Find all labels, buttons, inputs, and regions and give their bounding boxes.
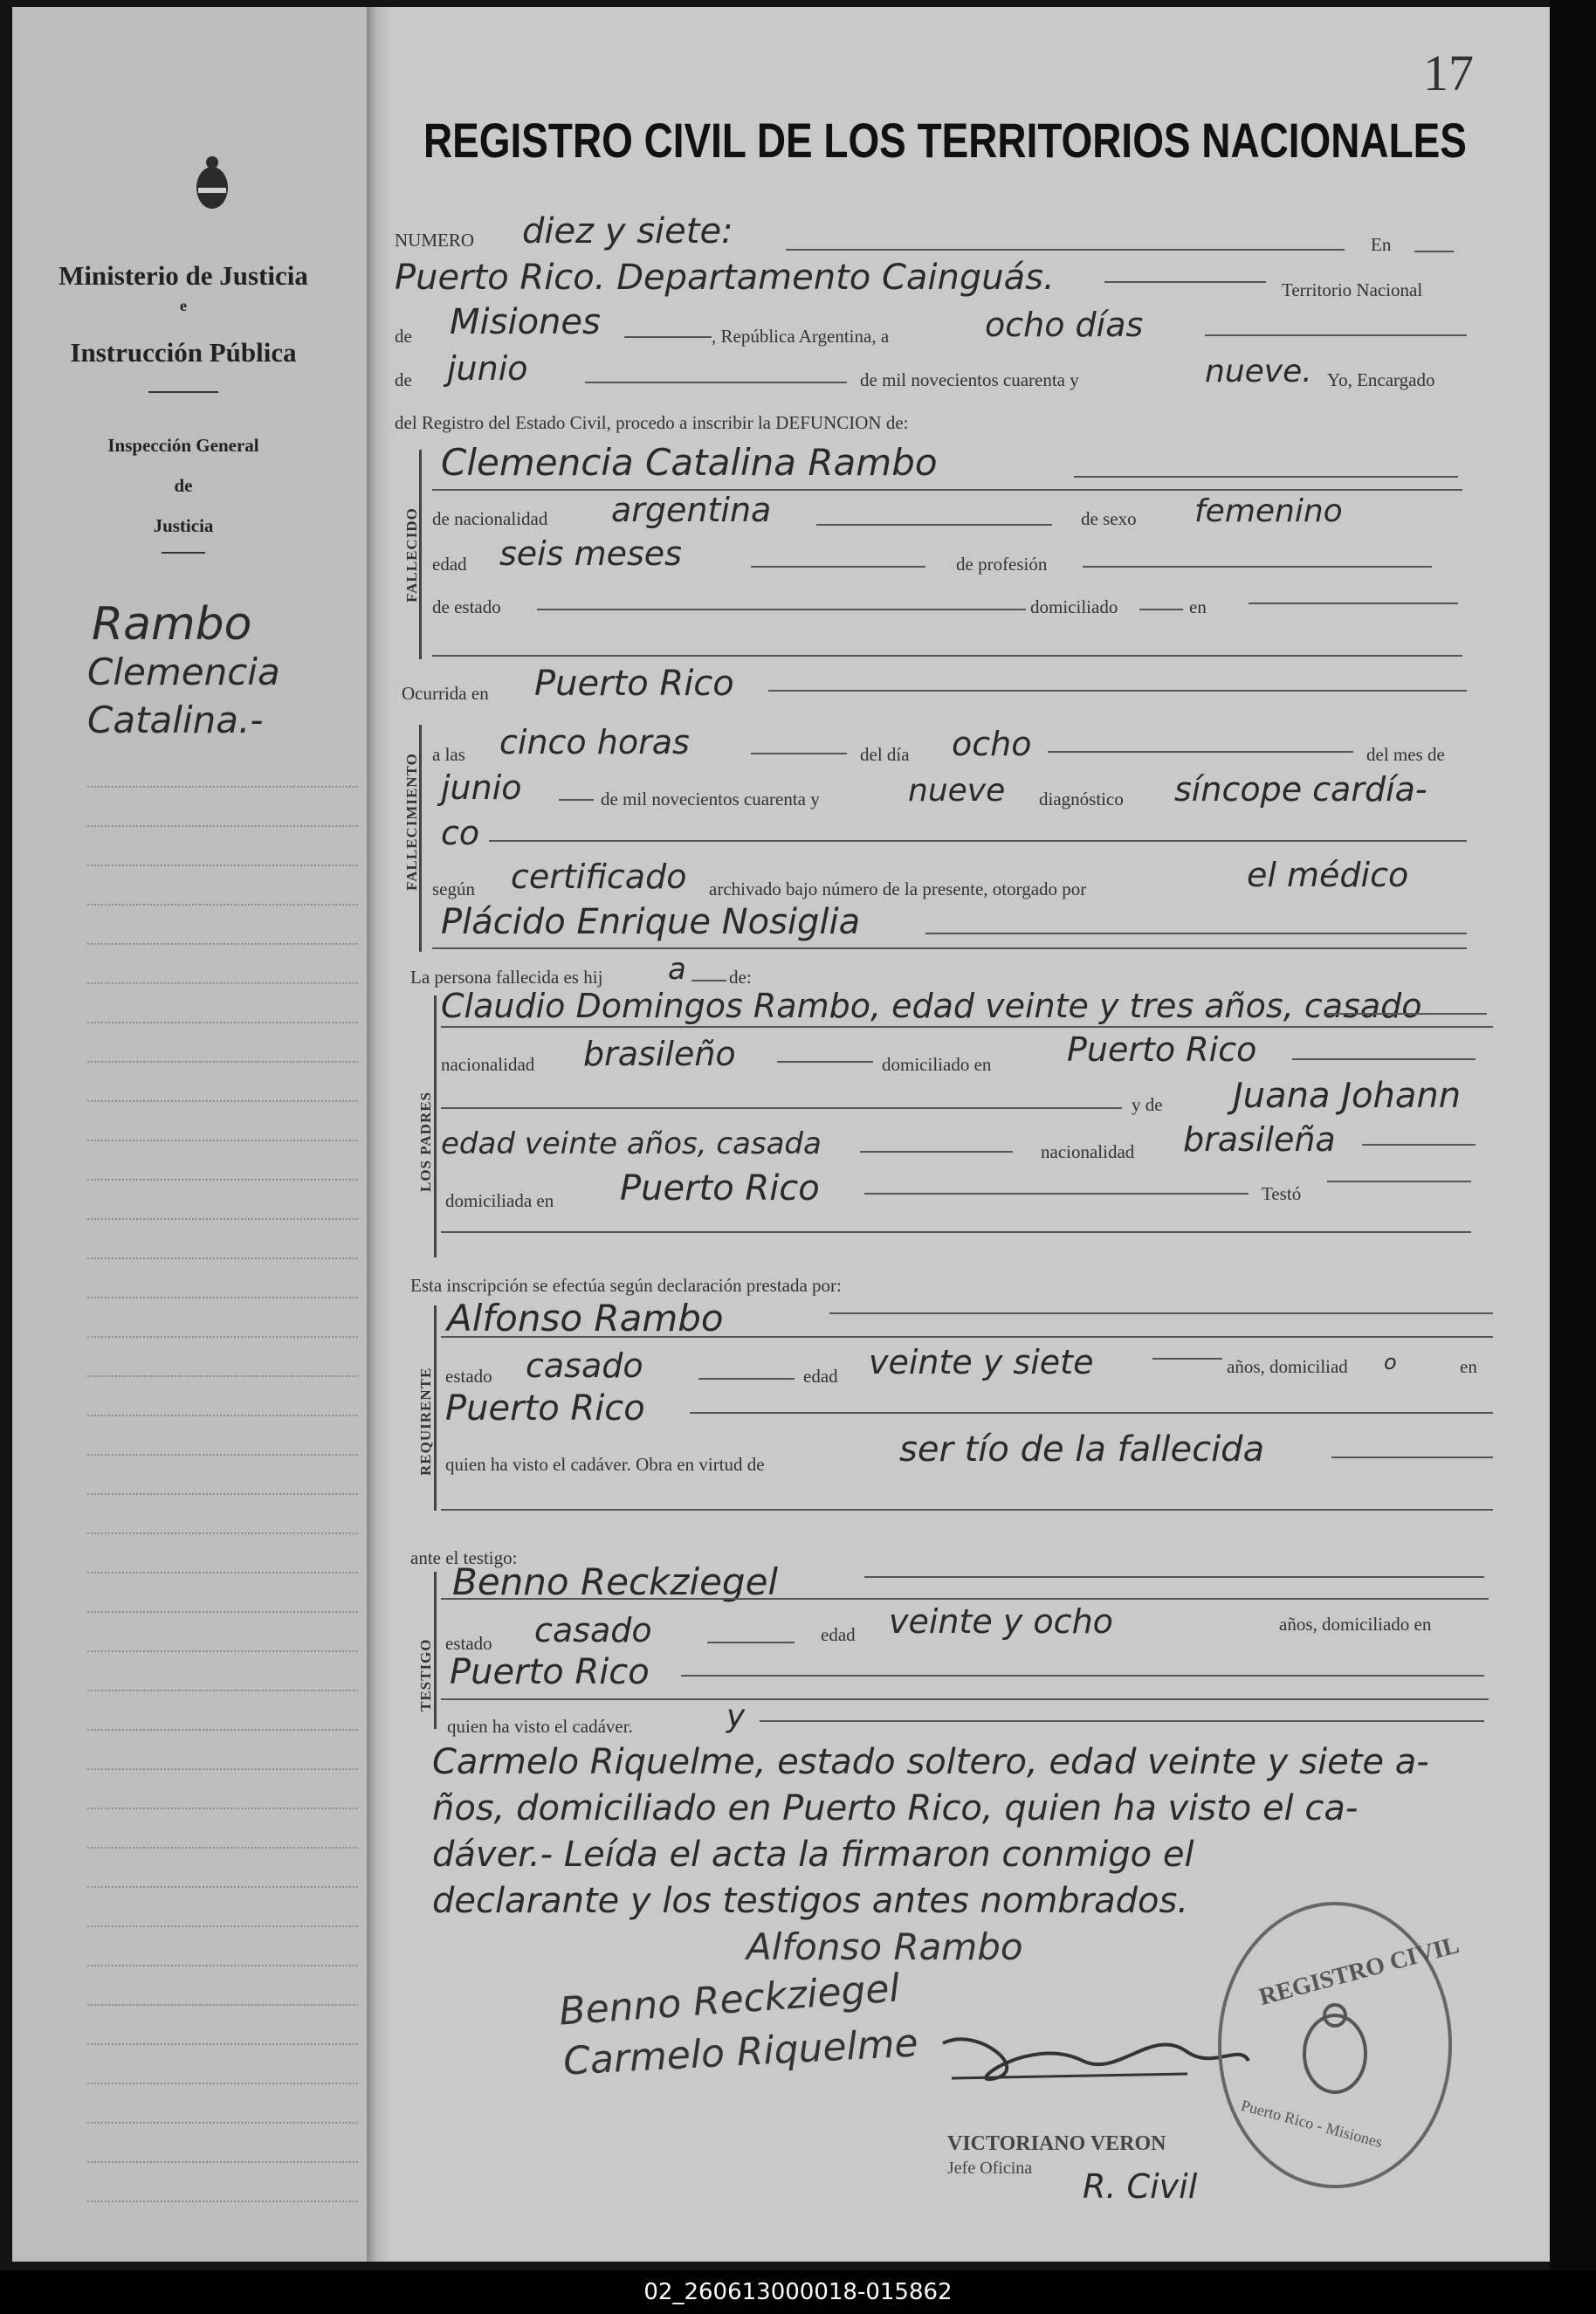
margin-rule [87, 1886, 358, 1888]
father-name: Claudio Domingos Rambo, edad veinte y tres años, casado [441, 987, 1422, 1025]
rule [1074, 476, 1458, 478]
mother-nac-value: brasileña [1183, 1120, 1336, 1159]
domicilio-label: domiciliado [1030, 596, 1118, 617]
de-label-2: de [395, 369, 412, 390]
requirente-edad: veinte y siete [869, 1343, 1094, 1381]
margin-rule [87, 1375, 358, 1377]
segun-label: según [432, 878, 475, 899]
seal-coat-of-arms-icon [1296, 2001, 1374, 2097]
yo-text: Yo, Encargado [1327, 369, 1435, 390]
margin-rule [87, 1493, 358, 1495]
year-value: nueve. [1205, 354, 1312, 389]
closing-line-2: ños, domiciliado en Puerto Rico, quien ha visto el ca- [432, 1788, 1359, 1828]
margin-note-surname: Rambo [92, 598, 252, 651]
declaracion-text: Esta inscripción se efectúa según declaración prestada por: [410, 1275, 842, 1296]
inspection-line3: Justicia [153, 515, 214, 536]
margin-rule [87, 864, 358, 866]
nacionalidad-label: de nacionalidad [432, 508, 548, 529]
deceased-name: Clemencia Catalina Rambo [441, 441, 938, 484]
signature-witness-1: Benno Reckziegel [557, 1966, 902, 2035]
year-text: de mil novecientos cuarenta y [860, 369, 1079, 390]
diagnostico-value: síncope cardía- [1174, 770, 1427, 809]
fallecimiento-year-text: de mil novecientos cuarenta y [601, 789, 820, 809]
margin-rule [87, 1572, 358, 1574]
inspection-line2: de [174, 475, 193, 496]
margin-note-name2: Catalina.- [87, 699, 264, 741]
rule [441, 1336, 1493, 1338]
certificado-value: certificado [511, 857, 687, 896]
numero-value: diez y siete: [522, 211, 733, 251]
closing-line-3: dáver.- Leída el acta la firmaron conmigo el [432, 1835, 1194, 1875]
margin-rule [87, 786, 358, 788]
rule [537, 609, 1026, 610]
fallecido-en-label: en [1189, 596, 1207, 617]
book-binding [1550, 0, 1596, 2270]
margin-rule [87, 1297, 358, 1298]
republica-label: , República Argentina, a [712, 326, 890, 347]
hija-suffix: a [668, 952, 686, 987]
testigo-name: Benno Reckziegel [452, 1560, 779, 1603]
testigo-domicilio: Puerto Rico [450, 1652, 650, 1692]
margin-rule [87, 2083, 358, 2084]
rule [585, 382, 847, 383]
margin-rule [87, 1100, 358, 1102]
diagnostico-value-2: co [441, 814, 480, 852]
margin-rule [87, 1611, 358, 1613]
ministry-line2: Instrucción Pública [70, 337, 297, 368]
fallecimiento-year: nueve [908, 773, 1006, 809]
testigo-intro: ante el testigo: [410, 1547, 518, 1568]
mother-nac-label: nacionalidad [1041, 1141, 1135, 1162]
rule [441, 1107, 1122, 1109]
alas-label: a las [432, 744, 465, 765]
page-number: 17 [1423, 45, 1474, 101]
rule [441, 1698, 1489, 1700]
margin-rule [87, 2004, 358, 2006]
closing-line-1: Carmelo Riquelme, estado soltero, edad veinte y siete a- [432, 1742, 1429, 1782]
territorio-value: Misiones [450, 302, 601, 342]
dia-value: ocho días [985, 306, 1144, 344]
rule [1249, 603, 1458, 604]
rule [707, 1642, 795, 1643]
mother-info: edad veinte años, casada [441, 1126, 822, 1161]
testigo-edad: veinte y ocho [889, 1602, 1113, 1641]
edad-label: edad [432, 554, 467, 575]
requirente-virtud: ser tío de la fallecida [899, 1429, 1265, 1470]
mother-dom-label: domiciliada en [445, 1190, 554, 1211]
testigo-estado: casado [534, 1611, 652, 1649]
rule [441, 1231, 1471, 1233]
requirente-dom-suffix: o [1384, 1350, 1397, 1374]
margin-rule [87, 943, 358, 945]
requirente-estado-label: estado [445, 1366, 492, 1387]
rule [829, 1312, 1493, 1314]
margin-rule [87, 1140, 358, 1141]
en-label: En [1371, 234, 1392, 255]
padres-tag: LOS PADRES [417, 1091, 434, 1192]
rule [860, 1151, 1013, 1153]
edad-value: seis meses [499, 534, 682, 573]
rule [441, 1598, 1489, 1600]
testigo-y: y [726, 1698, 746, 1734]
sexo-value: femenino [1194, 493, 1343, 529]
signature-declarant: Alfonso Rambo [746, 1925, 1023, 1968]
image-id-footer: 02_260613000018-015862 [0, 2270, 1596, 2314]
rule [777, 1061, 873, 1063]
nacionalidad-value: argentina [611, 491, 772, 529]
rule [1205, 334, 1467, 336]
margin-rule [87, 2043, 358, 2045]
ocurrida-label: Ocurrida en [402, 683, 489, 704]
father-dom-label: domiciliado en [882, 1054, 992, 1075]
ministry-divider [148, 391, 218, 393]
officer-role: Jefe Oficina [947, 2159, 1033, 2178]
requirente-tag: REQUIRENTE [417, 1367, 434, 1476]
margin-rule [87, 1808, 358, 1809]
numero-label: NUMERO [395, 230, 475, 251]
rule [681, 1675, 1484, 1677]
rule [1331, 1457, 1493, 1458]
requirente-edad-label: edad [803, 1366, 838, 1387]
register-text: del Registro del Estado Civil, procedo a inscribir la DEFUNCION de: [395, 412, 909, 433]
testigo-tag: TESTIGO [417, 1638, 434, 1711]
sexo-label: de sexo [1081, 508, 1137, 529]
territorio-label: Territorio Nacional [1282, 279, 1423, 300]
seal-text: REGISTRO CIVIL [1255, 1932, 1462, 2011]
ocurrida-value: Puerto Rico [534, 664, 734, 704]
rule [441, 1026, 1493, 1028]
official-seal [1218, 1902, 1462, 2188]
rule [760, 1720, 1484, 1722]
ministry-conj: e [180, 297, 187, 314]
requirente-en-label: en [1460, 1356, 1477, 1377]
rule [786, 249, 1345, 251]
fallecimiento-tag: FALLECIMIENTO [403, 753, 420, 891]
testigo-anos-label: años, domiciliado en [1279, 1614, 1432, 1635]
officer-initials: R. Civil [1083, 2167, 1198, 2206]
rule [1362, 1144, 1476, 1146]
margin-rule [87, 982, 358, 984]
margin-rule [87, 1847, 358, 1849]
rule [432, 655, 1462, 657]
margin-rule [87, 1768, 358, 1770]
rule [489, 840, 1467, 842]
rule [1414, 251, 1454, 252]
rule [751, 566, 925, 568]
father-dom-value: Puerto Rico [1067, 1030, 1257, 1069]
rule [1327, 1181, 1471, 1182]
margin-rule [87, 1336, 358, 1338]
margin-note-name1: Clemencia [87, 651, 280, 693]
rule [698, 1378, 795, 1380]
mes-label: del mes de [1366, 744, 1445, 765]
testigo-estado-label: estado [445, 1633, 492, 1654]
testo-label: Testó [1262, 1183, 1302, 1204]
requirente-visto: quien ha visto el cadáver. Obra en virtud de [445, 1454, 765, 1475]
officer-name: VICTORIANO VERON [947, 2132, 1166, 2155]
hija-de: de: [729, 967, 752, 988]
hija-label: La persona fallecida es hij [410, 967, 603, 988]
rule [1139, 609, 1183, 610]
rule [1104, 281, 1266, 283]
margin-rule [87, 1925, 358, 1927]
mother-dom-value: Puerto Rico [620, 1168, 820, 1209]
seal-bottom-text: Puerto Rico - Misiones [1239, 2096, 1385, 2152]
fallecimiento-dia: ocho [952, 725, 1032, 763]
testigo-visto: quien ha visto el cadáver. [447, 1716, 633, 1737]
archivado-text: archivado bajo número de la presente, otorgado por [709, 878, 1087, 899]
inspection-line1: Inspección General [107, 435, 259, 456]
margin-rule [87, 1965, 358, 1966]
requirente-anos-label: años, domiciliad [1227, 1356, 1348, 1377]
diagnostico-label: diagnóstico [1039, 789, 1124, 809]
rule [1083, 566, 1432, 568]
rule [864, 1576, 1484, 1578]
testigo-edad-label: edad [821, 1624, 856, 1645]
rule [432, 947, 1467, 949]
fallecimiento-mes: junio [441, 768, 522, 807]
rule [690, 1412, 1493, 1414]
rule [816, 524, 1052, 526]
margin-rule [87, 1415, 358, 1416]
page-gutter [367, 7, 393, 2262]
page-title: REGISTRO CIVIL DE LOS TERRITORIOS NACIONALES [423, 113, 1467, 168]
rule [1152, 1358, 1222, 1360]
margin-rule [87, 1532, 358, 1534]
rule [1048, 751, 1353, 753]
margin-rule [87, 2122, 358, 2124]
y-de-label: y de [1132, 1094, 1163, 1115]
margin-rule [87, 1218, 358, 1220]
father-nac-label: nacionalidad [441, 1054, 535, 1075]
margin-rule [87, 2200, 358, 2202]
rule [559, 799, 594, 801]
ministry-line1: Ministerio de Justicia [58, 260, 308, 291]
de-label: de [395, 326, 412, 347]
requirente-estado: casado [526, 1346, 643, 1385]
rule [1292, 1058, 1476, 1060]
rule [751, 753, 847, 754]
medico-value: el médico [1247, 856, 1409, 894]
rule [441, 1509, 1493, 1511]
father-nac-value: brasileño [583, 1035, 736, 1073]
estado-label: de estado [432, 596, 501, 617]
mother-name: Juana Johann [1233, 1076, 1462, 1116]
margin-rule [87, 1729, 358, 1731]
margin-rule [87, 1454, 358, 1456]
margin-rule [87, 1257, 358, 1259]
fallecido-tag: FALLECIDO [403, 507, 420, 603]
rule [432, 489, 1462, 491]
rule [925, 933, 1467, 934]
margin-rule [87, 2161, 358, 2163]
closing-line-4: declarante y los testigos antes nombrados. [432, 1881, 1189, 1921]
margin-rule [87, 1179, 358, 1181]
requirente-domicilio: Puerto Rico [445, 1388, 645, 1429]
requirente-name: Alfonso Rambo [447, 1297, 724, 1340]
rule [691, 980, 726, 981]
medico-name: Plácido Enrique Nosiglia [441, 902, 861, 942]
rule [1325, 1013, 1487, 1015]
margin-rule [87, 1061, 358, 1063]
officer-signature-scribble [925, 2008, 1257, 2113]
margin-rule [87, 1022, 358, 1023]
hora-value: cinco horas [499, 723, 690, 761]
margin-rule [87, 904, 358, 906]
signature-witness-2: Carmelo Riquelme [561, 2021, 919, 2084]
coat-of-arms-icon [190, 148, 234, 218]
rule [768, 690, 1467, 692]
margin-rule [87, 1650, 358, 1652]
margin-rule [87, 1690, 358, 1691]
dia-label: del día [860, 744, 910, 765]
mes-value: junio [447, 349, 528, 388]
profesion-label: de profesión [956, 554, 1048, 575]
rule [864, 1193, 1249, 1195]
inspection-divider [162, 552, 205, 554]
place-value: Puerto Rico. Departamento Cainguás. [395, 258, 1055, 298]
margin-rule [87, 825, 358, 827]
rule [624, 336, 712, 338]
